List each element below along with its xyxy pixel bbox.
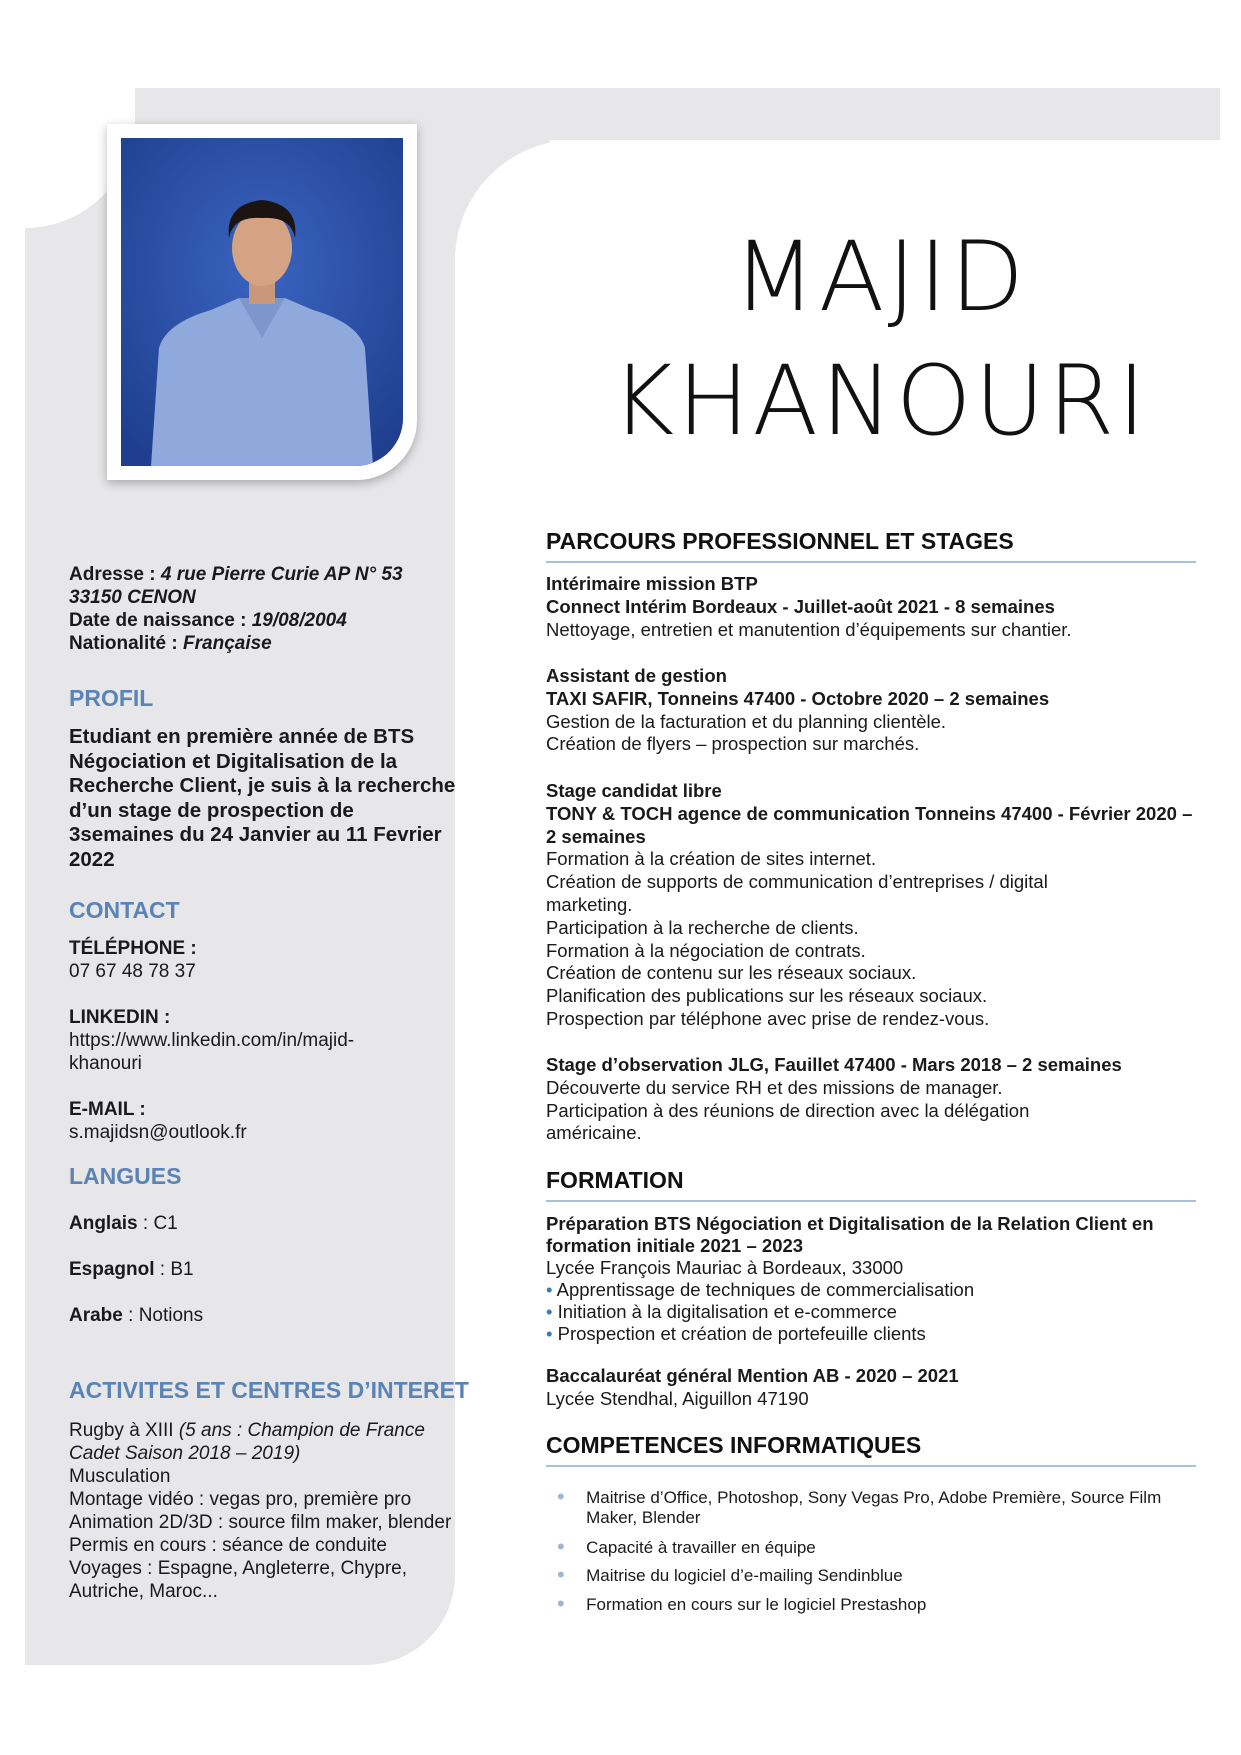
full-name: [580, 215, 1180, 463]
formation-bts: [546, 1213, 1206, 1345]
job-line: Participation à des réunions de direction avec la délégation américaine.: [546, 1099, 1030, 1144]
competences-title: COMPETENCES INFORMATIQUES: [546, 1432, 1196, 1467]
langue-item: Espagnol : B1: [69, 1259, 194, 1280]
bullet-icon: •: [557, 1534, 565, 1559]
bac-title: Baccalauréat général Mention AB - 2020 – 2021: [546, 1365, 959, 1386]
profil-title: PROFIL: [69, 685, 154, 711]
contact-details: [69, 937, 454, 1144]
parcours-title: PARCOURS PROFESSIONNEL ET STAGES: [546, 528, 1196, 563]
phone-label: TÉLÉPHONE :: [69, 938, 197, 959]
skill-item: • Maitrise d’Office, Photoshop, Sony Vegas Pro, Adobe Première, Source Film Maker, Blender: [557, 1484, 1162, 1527]
email-label: E-MAIL :: [69, 1099, 146, 1120]
contact-title: CONTACT: [69, 897, 180, 923]
skill-item: • Maitrise du logiciel d’e-mailing Sendinblue: [557, 1562, 903, 1587]
job-line: Création de contenu sur les réseaux sociaux.: [546, 962, 917, 984]
langue-item: Anglais : C1: [69, 1213, 178, 1234]
job-line: Formation à la création de sites internet.: [546, 848, 877, 870]
birth-label: Date de naissance :: [69, 610, 252, 631]
last-name: KHANOURI: [611, 345, 1149, 457]
address-line2: 33150 CENON: [69, 587, 196, 608]
skill-item: • Formation en cours sur le logiciel Prestashop: [557, 1591, 927, 1616]
job-role: Stage d’observation JLG, Fauillet 47400 - Mars 2018 – 2 semaines: [546, 1054, 1122, 1075]
bts-school: Lycée François Mauriac à Bordeaux, 33000: [546, 1257, 904, 1278]
langues-list: [69, 1212, 454, 1327]
profil-text: Etudiant en première année de BTS Négociation et Digitalisation de la Recherche Client, je suis à la recherche d’un stage de prospection de 3semaines du 24 Janvier au 11 Fevrier 2022: [69, 725, 456, 871]
birth-value: 19/08/2004: [251, 610, 347, 631]
job-company: TONY & TOCH agence de communication Tonneins 47400 - Février 2020 – 2 semaines: [546, 802, 1193, 847]
langues-title: LANGUES: [69, 1163, 182, 1189]
job-line: Formation à la négociation de contrats.: [546, 939, 866, 961]
activite-item: Animation 2D/3D : source film maker, blender: [69, 1512, 452, 1533]
job-role: Stage candidat libre: [546, 780, 722, 801]
job-line: Prospection par téléphone avec prise de rendez-vous.: [546, 1007, 990, 1029]
job-role: Intérimaire mission BTP: [546, 573, 758, 594]
nationality-label: Nationalité :: [69, 633, 184, 654]
personal-info: [69, 563, 454, 655]
bac-school: Lycée Stendhal, Aiguillon 47190: [546, 1387, 809, 1409]
job-entry: [546, 1054, 1206, 1145]
job-line: Planification des publications sur les réseaux sociaux.: [546, 985, 988, 1007]
job-line: Nettoyage, entretien et manutention d’équipements sur chantier.: [546, 618, 1072, 640]
job-line: Participation à la recherche de clients.: [546, 916, 859, 938]
job-line: Découverte du service RH et des missions de manager.: [546, 1076, 1003, 1098]
bts-title: Préparation BTS Négociation et Digitalisation de la Relation Client en formation initiale 2021 – 2023: [546, 1213, 1154, 1256]
header-band: [455, 88, 1220, 140]
formation-title: FORMATION: [546, 1167, 1196, 1202]
job-company: TAXI SAFIR, Tonneins 47400 - Octobre 2020 – 2 semaines: [546, 687, 1050, 709]
activite-item: Rugby à XIII (5 ans : Champion de France Cadet Saison 2018 – 2019): [69, 1420, 425, 1464]
activite-item: Permis en cours : séance de conduite: [69, 1535, 387, 1556]
job-line: Création de supports de communication d’entreprises / digital marketing.: [546, 871, 1048, 915]
parcours-section: [546, 528, 1196, 563]
job-entry: [546, 573, 1206, 641]
address-line1: 4 rue Pierre Curie AP N° 53: [160, 564, 403, 585]
bts-bullet: • Prospection et création de portefeuille clients: [546, 1323, 926, 1344]
bts-bullet: • Apprentissage de techniques de commercialisation: [546, 1279, 975, 1300]
job-line: Création de flyers – prospection sur marchés.: [546, 733, 920, 755]
linkedin-url-line1[interactable]: https://www.linkedin.com/in/majid-: [69, 1030, 355, 1051]
person-portrait-icon: [121, 138, 403, 466]
formation-section: [546, 1167, 1196, 1202]
competences-section: [546, 1432, 1196, 1467]
first-name: MAJID: [732, 221, 1028, 333]
bts-bullet: • Initiation à la digitalisation et e-commerce: [546, 1301, 897, 1322]
activite-item: Musculation: [69, 1466, 171, 1487]
bullet-icon: •: [557, 1562, 565, 1587]
profile-photo: [121, 138, 403, 466]
bullet-icon: •: [557, 1484, 565, 1509]
job-line: Gestion de la facturation et du planning clientèle.: [546, 710, 947, 732]
address-label: Adresse :: [69, 564, 161, 585]
linkedin-label: LINKEDIN :: [69, 1007, 171, 1028]
job-role: Assistant de gestion: [546, 665, 727, 686]
formation-bac: [546, 1365, 1206, 1411]
linkedin-url-line2[interactable]: khanouri: [69, 1053, 142, 1074]
phone-value: 07 67 48 78 37: [69, 961, 196, 982]
bullet-icon: •: [557, 1591, 565, 1616]
activite-item: Montage vidéo : vegas pro, première pro: [69, 1489, 412, 1510]
email-value[interactable]: s.majidsn@outlook.fr: [69, 1122, 247, 1143]
activite-item: Voyages : Espagne, Angleterre, Chypre, Autriche, Maroc...: [69, 1558, 407, 1602]
nationality-value: Française: [183, 633, 272, 654]
job-entry: [546, 780, 1201, 1031]
activites-title: ACTIVITES ET CENTRES D’INTERET: [69, 1377, 469, 1403]
profile-photo-frame: [107, 124, 417, 480]
langue-item: Arabe : Notions: [69, 1305, 204, 1326]
activites-list: [69, 1419, 459, 1603]
skill-item: • Capacité à travailler en équipe: [557, 1534, 816, 1559]
job-entry: [546, 665, 1206, 756]
job-company: Connect Intérim Bordeaux - Juillet-août 2021 - 8 semaines: [546, 595, 1055, 617]
